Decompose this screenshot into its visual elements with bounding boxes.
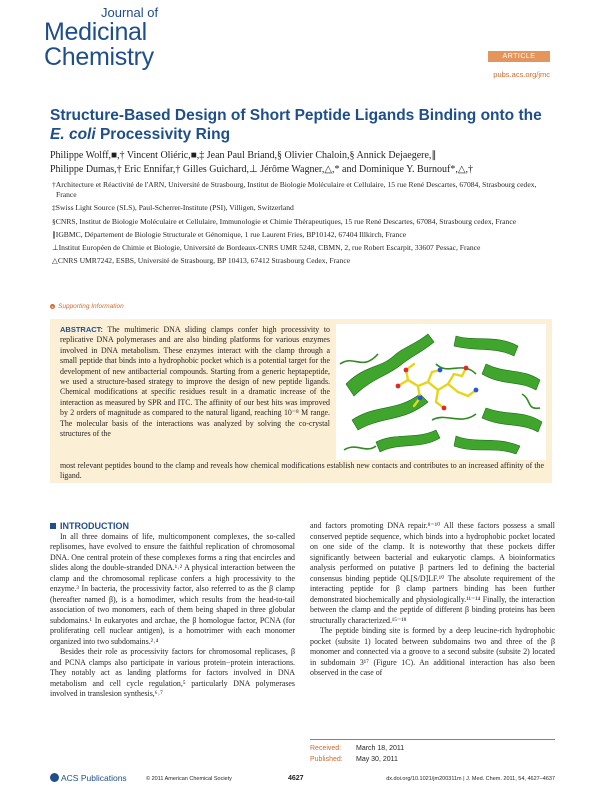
abstract-body: The multimeric DNA sliding clamps confer high processivity to replicative DNA polymerases and are also binding platforms for various enzymes involved in DNA metabolism. These enzymes interact with the clamp through a small peptide that binds into a hydrophobic pocket which is a potential target for the development of new antibacterial compounds. Starting from a generic heptapeptide, we used a structure-based strategy to improve the design of new peptide ligands. Chemical modifications at specific residues result in a dramatic increase of the interaction as measured by SPR and ITC. The affinity of our best hits was improved by 2 orders of magnitude as compared to the natural ligand, reaching 10⁻⁸ M range. The molecular basis of the interactions was analyzed by solving the co-crystal structures of the xyxy=(60,325,330,439)
authors-line1: Philippe Wolff,■,† Vincent Oliéric,■,‡ Jean Paul Briand,§ Olivier Chaloin,§ Annick Dejaegere,∥ xyxy=(50,150,437,161)
supporting-information-link[interactable] xyxy=(50,303,124,310)
doi-link[interactable]: dx.doi.org/10.1021/jm200311m | J. Med. Chem. 2011, 54, 4627–4637 xyxy=(386,776,555,782)
authors-line2: Philippe Dumas,† Eric Ennifar,† Gilles Guichard,⊥ Jérôme Wagner,△,* and Dominique Y. Burnouf*,△,† xyxy=(50,164,474,175)
received-date: March 18, 2011 xyxy=(356,745,405,752)
left-column xyxy=(50,521,295,700)
published-label: Published: xyxy=(310,756,343,763)
paragraph: Besides their role as processivity factors for chromosomal replicases, β and PCNA clamps also participate in various protein−protein interactions. They notably act as landing platforms for factors involved in DNA metabolism and cell cycle regulation,⁵ particularly DNA polymerases involved in translesion synthesis,⁶˒⁷ xyxy=(50,647,295,698)
paragraph: In all three domains of life, multicomponent complexes, the so-called replisomes, have evolved to ensure the faithful replication of chromosomal DNA. One central protein of these complexes forms a ring that encircles and slides along the double-stranded DNA.¹˒² A physical interaction between the clamp and the chromosomal replicase confers a high processivity to the enzyme.³ In bacteria, the processivity factor, also referred to as the β clamp (hereafter named β), is a homodimer, which results from the head-to-tail association of two monomers, each of them being shaped in three globular subdomains.¹ In eukaryotes and archae, the β homologue factor, PCNA (for proliferating cell nuclear antigen), is a homotrimer with each monomer organized into two subdomains.²˒⁴ xyxy=(50,531,295,646)
paragraph: and factors promoting DNA repair.⁸⁻¹⁰ All these factors possess a small conserved peptide sequence, which binds into a hydrophobic pocket located on one side of the clamp. It is noteworthy that these pockets differ significantly between bacterial and eukaryotic clamps. A bioinformatics analysis performed on putative β partners led to defining the bacterial consensus binding peptide QL[S/D]LF.¹⁰ The absolute requirement of the interacting peptide for β clamp partners binding has been further demonstrated biochemically and physiologically.¹¹⁻¹⁴ Finally, the interaction between the clamp and the peptide of different β binding proteins has been structurally characterized.¹⁵⁻¹⁸ xyxy=(310,521,555,625)
supporting-info-label: Supporting Information xyxy=(58,303,124,310)
affiliations xyxy=(50,180,555,269)
journal-logo-line2: Medicinal xyxy=(44,18,147,46)
title-italic: E. coli xyxy=(50,126,96,143)
affiliation-1: †Architecture et Réactivité de l'ARN, Université de Strasbourg, Institut de Biologie Moléculaire et Cellulaire, 15 rue René Descartes, 67084, Strasbourg cedex, France xyxy=(52,180,537,200)
abstract-tail: most relevant peptides bound to the clamp and reveals how chemical modifications establish new contacts and contributes to an increased affinity of the ligand. xyxy=(60,461,544,481)
section-heading-introduction xyxy=(50,521,295,532)
article-dates xyxy=(310,739,555,765)
affiliation-4: ∥IGBMC, Département de Biologie Structurale et Génomique, 1 rue Laurent Fries, BP10142, 67404 Illkirch, France xyxy=(52,229,407,239)
abstract-text xyxy=(60,325,330,439)
journal-logo-line3: Chemistry xyxy=(44,43,154,71)
section-heading-label: INTRODUCTION xyxy=(60,521,129,531)
received-date-row xyxy=(310,743,555,754)
abstract-label: ABSTRACT: xyxy=(60,325,103,334)
title-end: Processivity Ring xyxy=(95,126,231,143)
published-date-row xyxy=(310,754,555,765)
section-marker-icon xyxy=(50,523,56,529)
toc-graphic-protein-structure xyxy=(336,324,546,460)
right-column xyxy=(310,521,555,679)
article-badge: ARTICLE xyxy=(488,51,550,62)
published-date: May 30, 2011 xyxy=(356,756,398,763)
journal-logo xyxy=(44,6,164,70)
affiliation-6: △CNRS UMR7242, ESBS, Université de Strasbourg, BP 10413, 67412 Strasbourg Cedex, France xyxy=(52,256,351,266)
paper-title xyxy=(50,106,560,144)
dates-divider xyxy=(310,739,555,740)
supporting-info-icon: s xyxy=(51,303,54,309)
affiliation-5: ⊥Institut Européen de Chimie et Biologie, Université de Bordeaux-CNRS UMR 5248, CBMN, 2, rue Robert Escarpit, 33607 Pessac, France xyxy=(52,243,481,253)
acs-logo-icon xyxy=(50,773,59,782)
page-number: 4627 xyxy=(288,775,304,782)
paragraph: The peptide binding site is formed by a deep leucine-rich hydrophobic pocket (subsite 1) located between subdomains two and three of the β monomer and connected via a groove to a second subsite (subsite 2) located in subdomain 3¹⁷ (Figure 1C). An additional interaction has also been observed in the case of xyxy=(310,626,555,677)
copyright: © 2011 American Chemical Society xyxy=(146,776,232,782)
journal-url-link[interactable]: pubs.acs.org/jmc xyxy=(493,70,550,79)
publisher-logo xyxy=(50,773,127,783)
received-label: Received: xyxy=(310,745,342,752)
journal-logo-line1: Journal of xyxy=(101,5,159,20)
affiliation-2: ‡Swiss Light Source (SLS), Paul-Scherrer-Institute (PSI), Villigen, Switzerland xyxy=(52,203,294,213)
page-footer xyxy=(50,774,555,786)
affiliation-3: §CNRS, Institut de Biologie Moléculaire et Cellulaire, Immunologie et Chimie Thérapeutiques, 15 rue René Descartes, 67084, Strasbourg cedex, France xyxy=(52,216,517,226)
publisher-name: ACS Publications xyxy=(61,773,127,783)
title-main: Structure-Based Design of Short Peptide Ligands Binding onto the xyxy=(50,107,542,124)
author-list xyxy=(50,149,560,177)
